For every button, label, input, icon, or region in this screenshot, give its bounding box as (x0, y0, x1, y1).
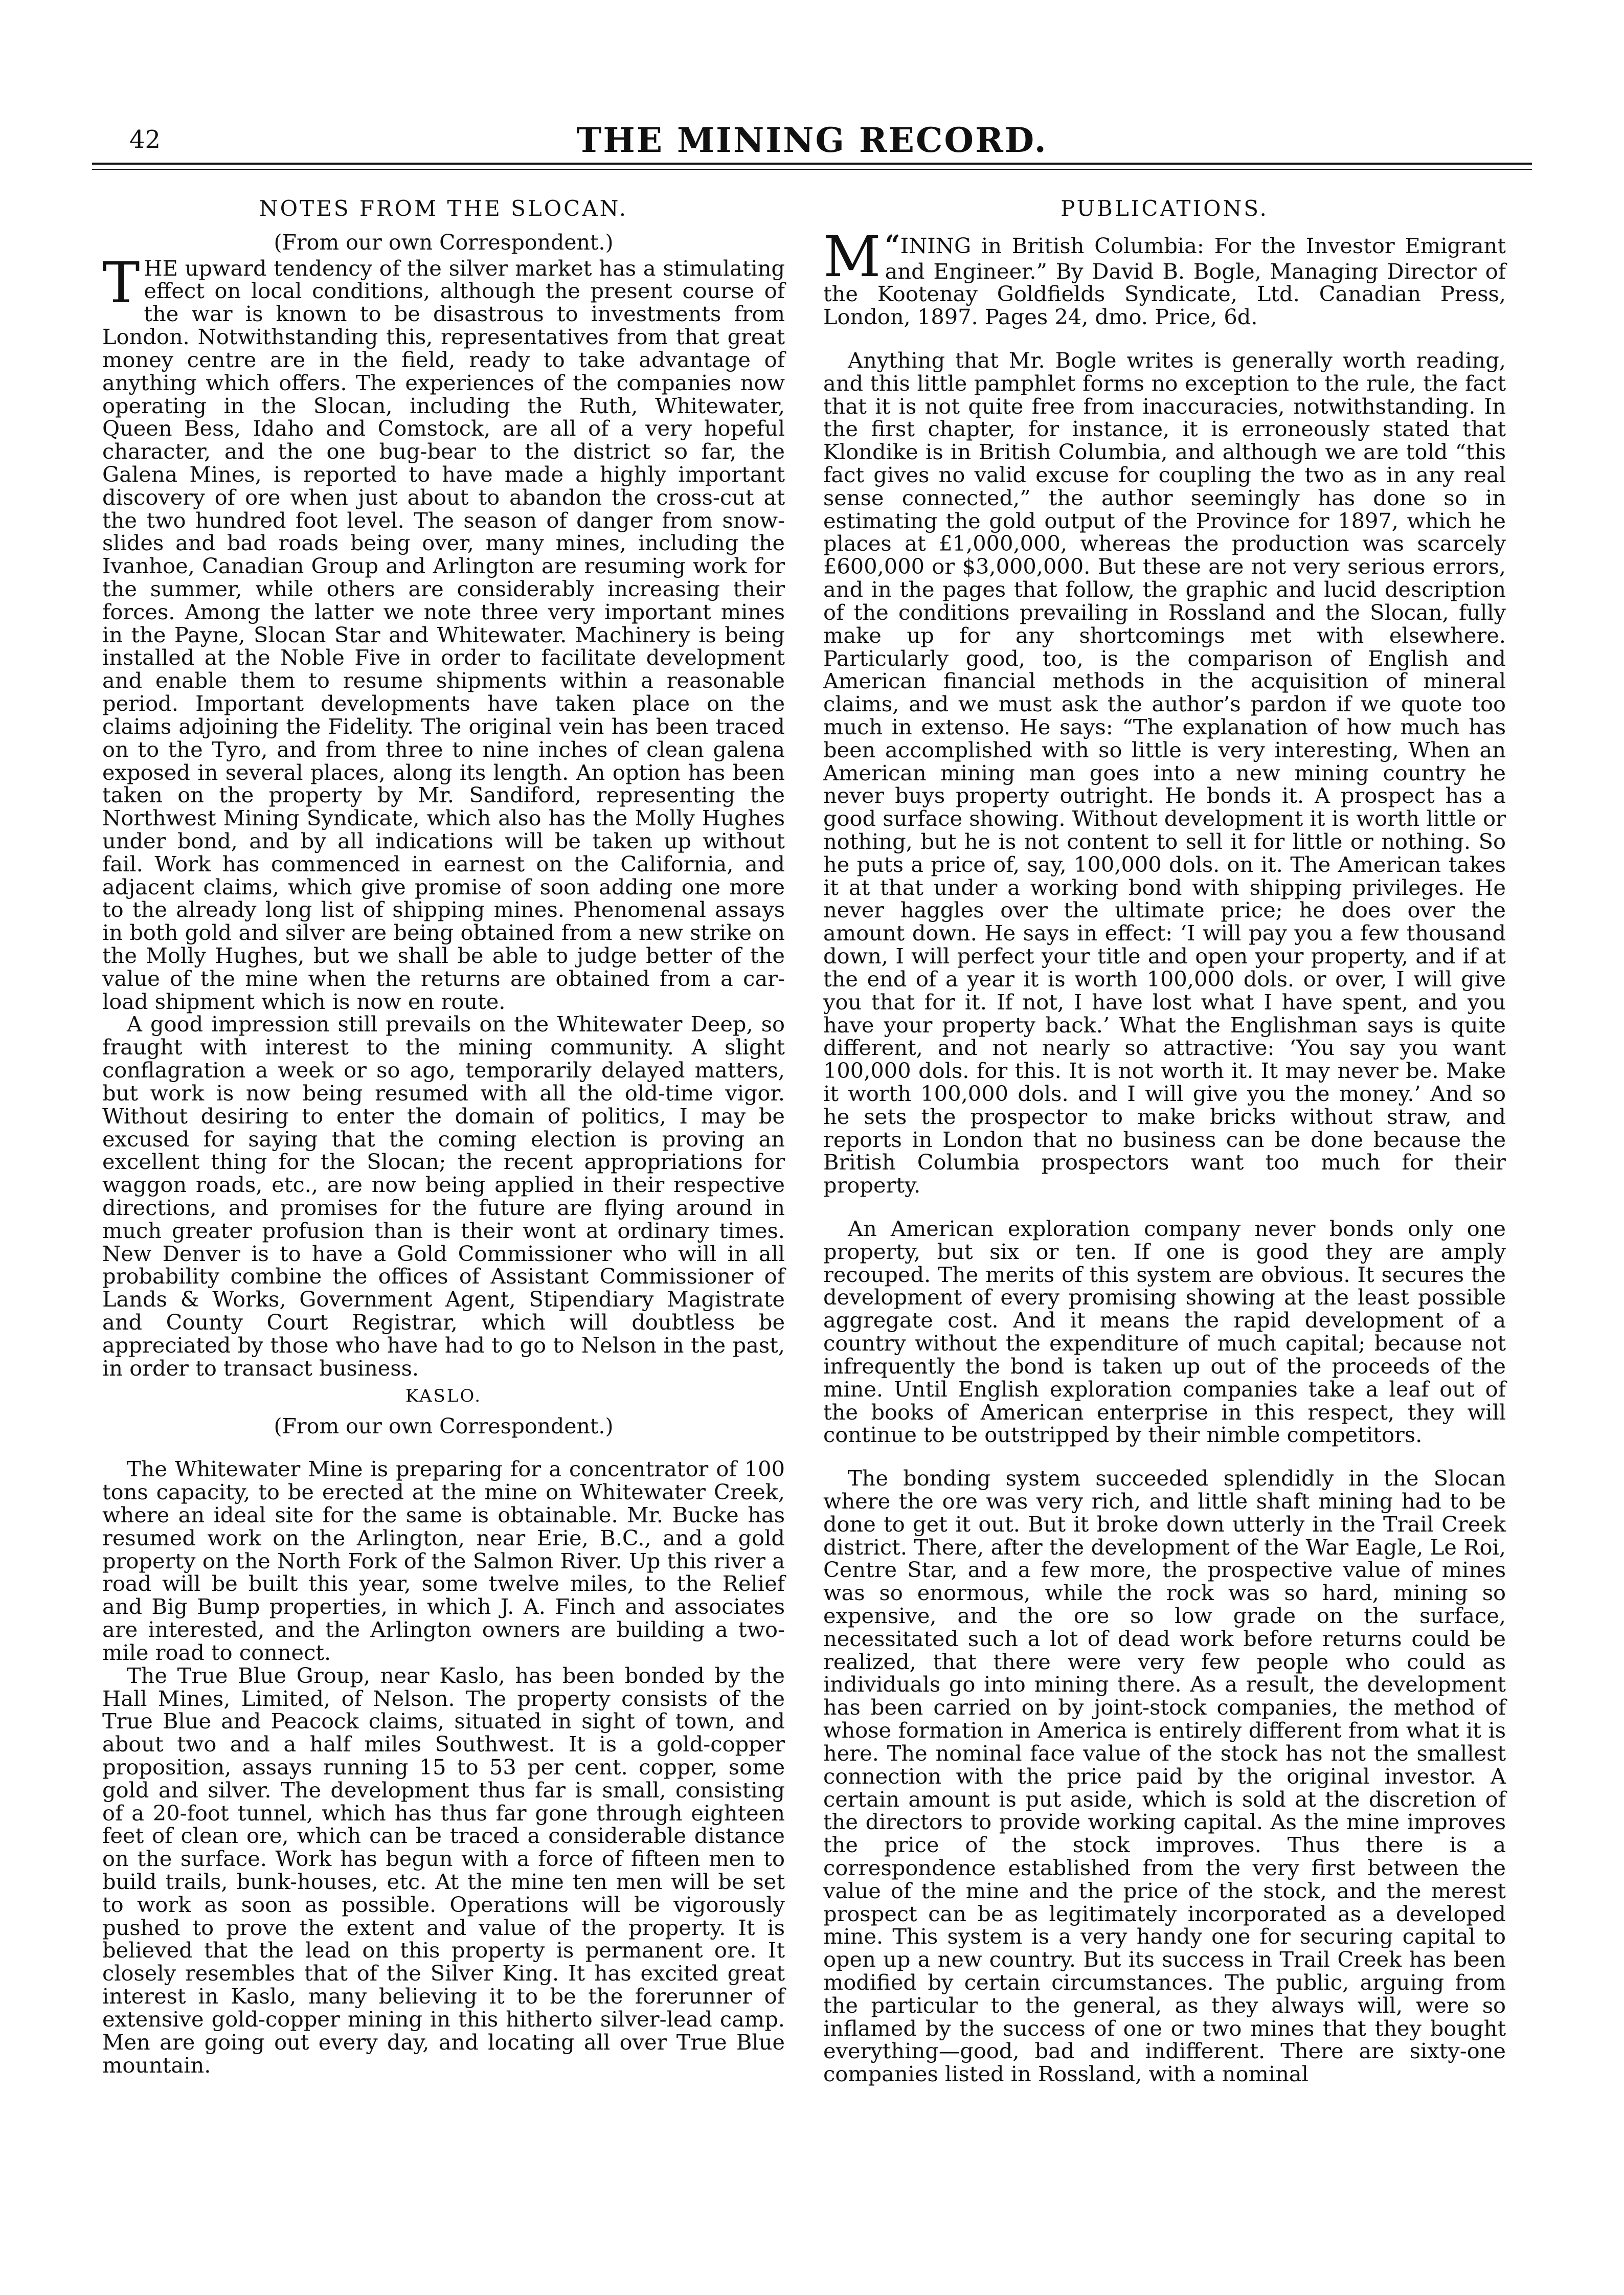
header-rule (92, 163, 1532, 165)
article-paragraph: The bonding system succeeded splendidly in the Slocan where the ore was very rich, and little shaft mining had to be done to get it out. But it broke down utterly in the Trail Creek district. There, after the development of the War Eagle, Le Roi, Centre Star, and a few more, the prospective value of mines was so enormous, while the rock was so hard, mining so expensive, and the ore so low grade on the surface, necessitated such a lot of dead work before returns could be realized, that there were very few people who could as individuals go into mining there. As a result, the development has been carried on by joint-stock companies, the method of whose formation in America is entirely different from what it is here. The nominal face value of the stock has not the smallest connection with the price paid by the original investor. A certain amount is put aside, which is sold at the discretion of the directors to provide working capital. As the mine improves the price of the stock improves. Thus there is a correspondence established from the very first between the value of the mine and the price of the stock, and the merest prospect can be as legitimately incorporated as a developed mine. This system is a very handy one for securing capital to open up a new country. But its success in Trail Creek has been modified by certain circumstances. The public, arguing from the particular to the general, as they always will, were so inflamed by the success of one or two mines that they bought everything—good, bad and indifferent. There are sixty-one companies listed in Rossland, with a nominal (823, 1466, 1506, 2087)
paragraph-text: HE upward tendency of the silver market has a stimulating effect on local conditions, although the present course of the war is known to be disastrous to investments from London. Notwithstanding this, representatives from that great money centre are in the field, ready to take advantage of anything which offers. The experiences of the companies now operating in the Slocan, including the Ruth, Whitewater, Queen Bess, Idaho and Comstock, are all of a very hopeful character, and the one bug-bear to the district so far, the Galena Mines, is reported to have made a highly important discovery of ore when just about to abandon the cross-cut at the two hundred foot level. The season of danger from snow-slides and bad roads being over, many mines, including the Ivanhoe, Canadian Group and Arlington are resuming work for the summer, while others are considerably increasing their forces. Among the latter we note three very important mines in the Payne, Slocan Star and Whitewater. Machinery is being installed at the Noble Five in order to facilitate development and enable them to resume shipments within a reasonable period. Important developments have taken place on the claims adjoining the Fidelity. The original vein has been traced on to the Tyro, and from three to nine inches of clean galena exposed in several places, along its length. An option has been taken on the property by Mr. Sandiford, representing the Northwest Mining Syndicate, which also has the Molly Hughes under bond, and by all indications will be taken up without fail. Work has commenced in earnest on the California, and adjacent claims, which give promise of soon adding one more to the already long list of shipping mines. Phenomenal assays in both gold and silver are being obtained from a new strike on the Molly Hughes, but we shall be able to judge better of the value of the mine when the returns are obtained from a car-load shipment which is now en route. (102, 255, 785, 1014)
article-paragraph: Anything that Mr. Bogle writes is generally worth reading, and this little pamphlet forms no exception to the rule, the fact that it is not quite free from inaccuracies, notwithstanding. In the first chapter, for instance, it is erroneously stated that Klondike is in British Columbia, and although we are told “this fact gives no valid excuse for coupling the two as in any real sense connected,” the author seemingly has done so in estimating the gold output of the Province for 1897, which he places at £1,000,000, whereas the production was scarcely £600,000 or $3,000,000. But these are not very serious errors, and in the pages that follow, the graphic and lucid description of the conditions prevailing in Rossland and the Slocan, fully make up for any shortcomings met with elsewhere. Particularly good, too, is the comparison of English and American financial methods in the acquisition of mineral claims, and we must ask the author’s pardon if we quote too much in extenso. He says: “The explanation of how much has been accomplished with so little is very interesting, When an American mining man goes into a new mining country he never buys property outright. He bonds it. A prospect has a good surface showing. Without development it is worth little or nothing, but he is not content to sell it for little or nothing. So he puts a price of, say, 100,000 dols. on it. The American takes it at that under a working bond with shipping privileges. He never haggles over the ultimate price; he does over the amount down. He says in effect: ‘I will pay you a few thousand down, I will perfect your title and open your property, and if at the end of a year it is worth 100,000 dols. or over, I will give you that for it. If not, I have lost what I have spent, and you have your property back.’ What the Englishman says is quite different, and not nearly so attractive: ‘You say you want 100,000 dols. for this. It is not worth it. It may never be. Make it worth 100,000 dols. and I will give you the money.’ And so he sets the prospector to make bricks without straw, and reports in London that no business can be done because the British Columbia prospectors want too much for their property. (823, 347, 1506, 1198)
byline: (From our own Correspondent.) (274, 230, 614, 255)
page-number: 42 (129, 125, 161, 154)
article-paragraph (102, 250, 785, 1014)
right-column (823, 197, 1506, 2086)
drop-cap: T (102, 250, 140, 316)
section-heading-publications: PUBLICATIONS. (1061, 196, 1269, 221)
section-heading-slocan: NOTES FROM THE SLOCAN. (259, 196, 628, 221)
article-paragraph: The Whitewater Mine is preparing for a concentrator of 100 tons capacity, to be erected at the mine on Whitewater Creek, where an ideal site for the same is obtainable. Mr. Bucke has resumed work on the Arlington, near Erie, B.C., and a gold property on the North Fork of the Salmon River. Up this river a road will be built this year, some twelve miles, to the Relief and Big Bump properties, in which J. A. Finch and associates are interested, and the Arlington owners are building a two-mile road to connect. (102, 1456, 785, 1665)
page-header (95, 115, 1529, 164)
article-paragraph: The True Blue Group, near Kaslo, has been bonded by the Hall Mines, Limited, of Nelson. The property consists of the True Blue and Peacock claims, situated in sight of town, and about two and a half miles Southwest. It is a gold-copper proposition, assays running 15 to 53 per cent. copper, some gold and silver. The development thus far is small, consisting of a 20-foot tunnel, which has thus far gone through eighteen feet of clean ore, which can be traced a considerable distance on the surface. Work has begun with a force of fifteen men to build trails, bunk-houses, etc. At the mine ten men will be set to work as soon as possible. Operations will be vigorously pushed to prove the extent and value of the property. It is believed that the lead on this property is permanent ore. It closely resembles that of the Silver King. It has excited great interest in Kaslo, many believing it to be the forerunner of extensive gold-copper mining in this hitherto silver-lead camp. Men are going out every day, and locating all over True Blue mountain. (102, 1662, 785, 2078)
open-quote: “ (885, 230, 900, 261)
drop-cap: M (823, 224, 881, 290)
article-paragraph: An American exploration company never bonds only one property, but six or ten. If one is good they are amply recouped. The merits of this system are obvious. It secures the development of every promising showing at the least possible aggregate cost. And it means the rapid development of a country without the expenditure of much capital; because not infrequently the bond is taken up out of the proceeds of the mine. Until English exploration companies take a leaf out of the books of American enterprise in this respect, they will continue to be outstripped by their nimble competitors. (823, 1216, 1506, 1448)
citation-text: INING in British Columbia: For the Investor Emigrant and Engineer.” By David B. Bogle, Managing Director of the Kootenay Goldfields Syndicate, Ltd. Canadian Press, London, 1897. Pages 24, dmo. Price, 6d. (823, 233, 1506, 330)
section-heading-kaslo: KASLO. (405, 1386, 482, 1407)
left-column (102, 197, 785, 2077)
publication-citation (823, 224, 1506, 330)
byline: (From our own Correspondent.) (274, 1414, 614, 1439)
header-rule-thin (92, 169, 1532, 170)
article-paragraph: A good impression still prevails on the Whitewater Deep, so fraught with interest to the mining community. A slight conflagration a week or so ago, temporarily delayed matters, but work is now being resumed with all the old-time vigor. Without desiring to enter the domain of politics, I may be excused for saying that the coming election is proving an excellent thing for the Slocan; the recent appropriations for waggon roads, etc., are now being applied in their respective directions, and promises for the future are flying around in much greater profusion than is their wont at ordinary times. New Denver is to have a Gold Commissioner who will in all probability combine the offices of Assistant Commissioner of Lands & Works, Government Agent, Stipendiary Magistrate and County Court Registrar, which will doubtless be appreciated by those who have had to go to Nelson in the past, in order to transact business. (102, 1011, 785, 1381)
running-title: THE MINING RECORD. (576, 120, 1048, 160)
